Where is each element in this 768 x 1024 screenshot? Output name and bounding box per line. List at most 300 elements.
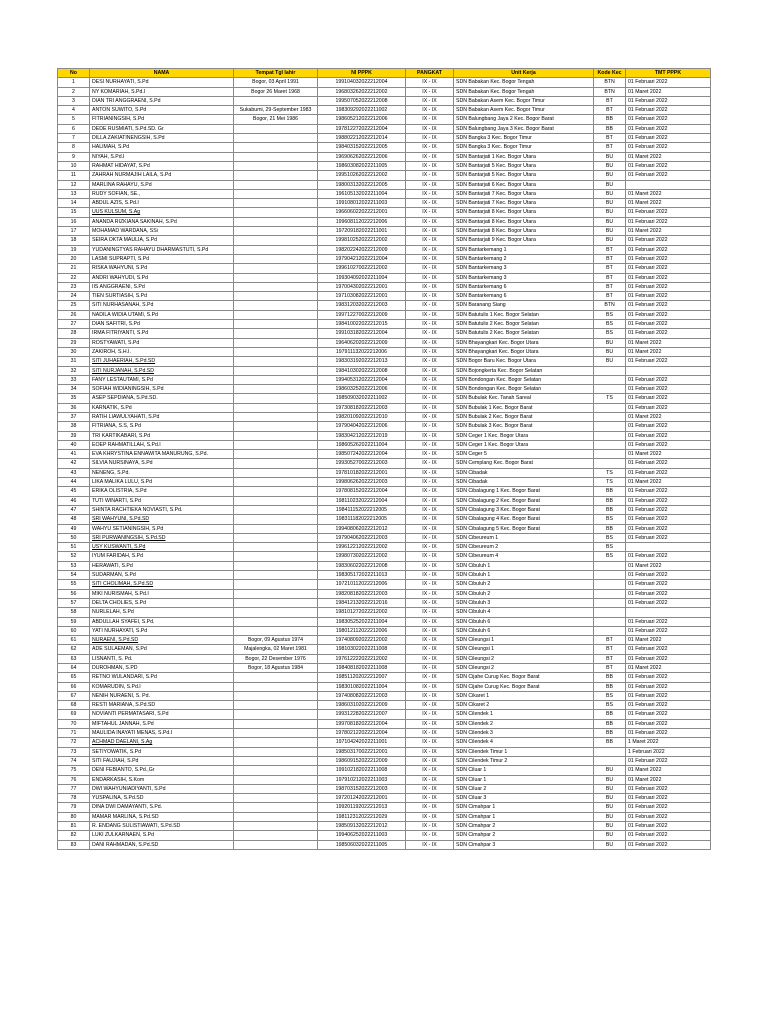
cell-pangkat: IX - IX bbox=[406, 152, 454, 161]
cell-tempat-tgl-lahir bbox=[234, 784, 318, 793]
cell-tempat-tgl-lahir bbox=[234, 487, 318, 496]
cell-ni-pppk: 199507052022212008 bbox=[318, 96, 406, 105]
table-row bbox=[58, 180, 711, 189]
cell-kode-kec: BB bbox=[594, 738, 626, 747]
cell-pangkat: IX - IX bbox=[406, 682, 454, 691]
table-row bbox=[58, 282, 711, 291]
cell-tempat-tgl-lahir bbox=[234, 422, 318, 431]
table-row bbox=[58, 505, 711, 514]
cell-tmt-pppk: 01 Februari 2022 bbox=[626, 96, 711, 105]
cell-ni-pppk: 199201192022212013 bbox=[318, 803, 406, 812]
cell-nama: SITI NURHASANAH, S.Pd bbox=[90, 301, 234, 310]
cell-nama: NENIH NURAENI, S. Pd. bbox=[90, 691, 234, 700]
cell-unit-kerja: SDN Batutulis 1 Kec. Bogor Selatan bbox=[454, 310, 594, 319]
cell-nama: MARLINA RAHAYU, S.Pd bbox=[90, 180, 234, 189]
cell-pangkat: IX - IX bbox=[406, 143, 454, 152]
cell-pangkat: IX - IX bbox=[406, 292, 454, 301]
cell-nama: R. ENDANG SULISTIAWATI, S.Pd.SD bbox=[90, 822, 234, 831]
table-row bbox=[58, 264, 711, 273]
cell-no: 41 bbox=[58, 450, 90, 459]
table-row bbox=[58, 636, 711, 645]
cell-nama: ANTON SUWITO, S.Pd bbox=[90, 106, 234, 115]
cell-unit-kerja: SDN Cibuluh 6 bbox=[454, 617, 594, 626]
cell-tmt-pppk: 01 Februari 2022 bbox=[626, 236, 711, 245]
cell-no: 47 bbox=[58, 505, 90, 514]
table-row bbox=[58, 496, 711, 505]
cell-ni-pppk: 199810252022212002 bbox=[318, 236, 406, 245]
cell-unit-kerja: SDN Cibalagung 3 Kec. Bogor Barat bbox=[454, 505, 594, 514]
cell-kode-kec: BU bbox=[594, 152, 626, 161]
cell-kode-kec: BU bbox=[594, 199, 626, 208]
cell-tempat-tgl-lahir bbox=[234, 134, 318, 143]
cell-tempat-tgl-lahir bbox=[234, 143, 318, 152]
cell-tempat-tgl-lahir bbox=[234, 719, 318, 728]
cell-kode-kec: BU bbox=[594, 227, 626, 236]
cell-unit-kerja: SDN Bhayangkari Kec. Bogor Utara bbox=[454, 338, 594, 347]
table-row bbox=[58, 115, 711, 124]
cell-kode-kec: BT bbox=[594, 292, 626, 301]
cell-nama: WAHYU SETIANINGSIH, S.Pd bbox=[90, 524, 234, 533]
cell-ni-pppk: 197103082022212001 bbox=[318, 292, 406, 301]
cell-pangkat: IX - IX bbox=[406, 199, 454, 208]
cell-kode-kec: BB bbox=[594, 496, 626, 505]
cell-kode-kec: BS bbox=[594, 310, 626, 319]
cell-no: 44 bbox=[58, 478, 90, 487]
cell-ni-pppk: 198509132022212012 bbox=[318, 822, 406, 831]
cell-tempat-tgl-lahir bbox=[234, 812, 318, 821]
nama-text: SITI JUHAERIAH, S.Pd.SD bbox=[92, 358, 156, 365]
cell-ni-pppk: 198511202022212007 bbox=[318, 673, 406, 682]
cell-tmt-pppk: 01 Maret 2022 bbox=[626, 87, 711, 96]
cell-kode-kec: BTN bbox=[594, 301, 626, 310]
cell-kode-kec: BB bbox=[594, 719, 626, 728]
cell-pangkat: IX - IX bbox=[406, 505, 454, 514]
cell-unit-kerja: SDN Cibuluh 4 bbox=[454, 608, 594, 617]
table-row bbox=[58, 320, 711, 329]
cell-unit-kerja: SDN Bubulak 2 Kec. Bogor Barat bbox=[454, 412, 594, 421]
cell-kode-kec bbox=[594, 459, 626, 468]
cell-tempat-tgl-lahir bbox=[234, 533, 318, 542]
cell-nama: IIS ANGGRAENI, S.Pd bbox=[90, 282, 234, 291]
cell-nama: DWI WAHYUNIADIYANTI, S.Pd bbox=[90, 784, 234, 793]
cell-nama: YUDANINGTYAS RAHAYU DHARMASTUTI, S.Pd bbox=[90, 245, 234, 254]
pppk-data-table bbox=[57, 68, 711, 850]
cell-tmt-pppk: 01 Februari 2022 bbox=[626, 431, 711, 440]
cell-no: 72 bbox=[58, 738, 90, 747]
cell-no: 24 bbox=[58, 292, 90, 301]
cell-kode-kec: BU bbox=[594, 794, 626, 803]
cell-tempat-tgl-lahir bbox=[234, 227, 318, 236]
cell-nama: HALIMAH, S.Pd bbox=[90, 143, 234, 152]
cell-pangkat: IX - IX bbox=[406, 478, 454, 487]
table-row bbox=[58, 589, 711, 598]
cell-ni-pppk: 199305270022212003 bbox=[318, 459, 406, 468]
cell-tmt-pppk: 01 Maret 2022 bbox=[626, 561, 711, 570]
header-row bbox=[58, 69, 711, 78]
table-row bbox=[58, 87, 711, 96]
cell-no: 36 bbox=[58, 403, 90, 412]
cell-tmt-pppk bbox=[626, 366, 711, 375]
cell-ni-pppk: 199108012022211003 bbox=[318, 199, 406, 208]
cell-ni-pppk: 198412132022212016 bbox=[318, 598, 406, 607]
cell-pangkat: IX - IX bbox=[406, 245, 454, 254]
table-header bbox=[58, 69, 711, 78]
cell-tmt-pppk: 01 Februari 2022 bbox=[626, 794, 711, 803]
cell-tmt-pppk: 01 Maret 2022 bbox=[626, 227, 711, 236]
cell-nama: RUDY SOFIAN, SE., bbox=[90, 189, 234, 198]
table-row bbox=[58, 701, 711, 710]
cell-pangkat: IX - IX bbox=[406, 385, 454, 394]
cell-ni-pppk: 198303192022212013 bbox=[318, 357, 406, 366]
cell-nama: LIKA MALIKA LULU, S.Pd bbox=[90, 478, 234, 487]
cell-tempat-tgl-lahir bbox=[234, 171, 318, 180]
cell-no: 35 bbox=[58, 394, 90, 403]
cell-tmt-pppk: 01 Maret 2022 bbox=[626, 189, 711, 198]
cell-no: 43 bbox=[58, 468, 90, 477]
cell-unit-kerja: SDN Cibeureum 1 bbox=[454, 533, 594, 542]
cell-kode-kec: TS bbox=[594, 478, 626, 487]
cell-ni-pppk: 199807302022212002 bbox=[318, 552, 406, 561]
table-row bbox=[58, 134, 711, 143]
cell-nama: DIAN SAFITRI, S.Pd bbox=[90, 320, 234, 329]
cell-kode-kec: BU bbox=[594, 840, 626, 849]
cell-no: 60 bbox=[58, 626, 90, 635]
cell-kode-kec: BT bbox=[594, 282, 626, 291]
cell-unit-kerja: SDN Cileungsi 2 bbox=[454, 664, 594, 673]
cell-unit-kerja: SDN Cileungsi 1 bbox=[454, 645, 594, 654]
cell-ni-pppk: 198403152022212005 bbox=[318, 143, 406, 152]
cell-unit-kerja: SDN Cibuluh 1 bbox=[454, 571, 594, 580]
cell-tmt-pppk: 01 Februari 2022 bbox=[626, 505, 711, 514]
cell-kode-kec: BS bbox=[594, 329, 626, 338]
cell-no: 82 bbox=[58, 831, 90, 840]
cell-nama: DENI FEBIANTO, S.Pd.,Gr bbox=[90, 766, 234, 775]
cell-ni-pppk: 199712270022212009 bbox=[318, 310, 406, 319]
cell-unit-kerja: SDN Cilendek Timur 2 bbox=[454, 756, 594, 765]
cell-tempat-tgl-lahir bbox=[234, 580, 318, 589]
cell-tmt-pppk: 01 Februari 2022 bbox=[626, 729, 711, 738]
cell-tempat-tgl-lahir bbox=[234, 524, 318, 533]
cell-pangkat: IX - IX bbox=[406, 822, 454, 831]
cell-unit-kerja: SDN Baranang Siang bbox=[454, 301, 594, 310]
cell-kode-kec: BU bbox=[594, 812, 626, 821]
cell-tempat-tgl-lahir bbox=[234, 189, 318, 198]
cell-ni-pppk: 198305172022211013 bbox=[318, 571, 406, 580]
cell-ni-pppk: 198202242022212009 bbox=[318, 245, 406, 254]
nama-text: NURAENI, S.Pd.SD bbox=[92, 637, 139, 644]
cell-no: 18 bbox=[58, 236, 90, 245]
cell-no: 51 bbox=[58, 543, 90, 552]
cell-tmt-pppk: 01 Februari 2022 bbox=[626, 682, 711, 691]
cell-pangkat: IX - IX bbox=[406, 626, 454, 635]
cell-tempat-tgl-lahir bbox=[234, 598, 318, 607]
cell-nama bbox=[90, 636, 234, 645]
cell-kode-kec: BT bbox=[594, 273, 626, 282]
cell-pangkat: IX - IX bbox=[406, 561, 454, 570]
cell-ni-pppk: 197812272022212004 bbox=[318, 124, 406, 133]
cell-unit-kerja: SDN Cijahe Curug Kec. Bogor Barat bbox=[454, 673, 594, 682]
cell-tempat-tgl-lahir bbox=[234, 608, 318, 617]
cell-no: 55 bbox=[58, 580, 90, 589]
table-row bbox=[58, 673, 711, 682]
cell-pangkat: IX - IX bbox=[406, 87, 454, 96]
cell-tmt-pppk: 01 Februari 2022 bbox=[626, 468, 711, 477]
cell-unit-kerja: SDN Cibuluh 6 bbox=[454, 626, 594, 635]
cell-tmt-pppk: 01 Februari 2022 bbox=[626, 552, 711, 561]
cell-kode-kec bbox=[594, 440, 626, 449]
cell-nama: ZAKIROH, S.H.I. bbox=[90, 347, 234, 356]
cell-no: 78 bbox=[58, 794, 90, 803]
cell-nama: ANANDA RIZKIANA SAKINAH, S.Pd bbox=[90, 217, 234, 226]
cell-unit-kerja: SDN Bojongkerta Kec. Bogor Selatan bbox=[454, 366, 594, 375]
cell-unit-kerja: SDN Bubulak Kec. Tanah Sareal bbox=[454, 394, 594, 403]
table-row bbox=[58, 310, 711, 319]
cell-ni-pppk: 197904212022212004 bbox=[318, 254, 406, 263]
cell-kode-kec bbox=[594, 375, 626, 384]
cell-unit-kerja: SDN Cikaret 2 bbox=[454, 701, 594, 710]
cell-tempat-tgl-lahir bbox=[234, 617, 318, 626]
cell-kode-kec bbox=[594, 403, 626, 412]
col-header-pangkat: PANGKAT bbox=[406, 69, 454, 78]
cell-tempat-tgl-lahir: Bogor, 22 Desember 1976 bbox=[234, 654, 318, 663]
cell-nama: MOHAMAD WARDANA, SSi bbox=[90, 227, 234, 236]
cell-kode-kec: BB bbox=[594, 729, 626, 738]
cell-ni-pppk: 198306022022212008 bbox=[318, 561, 406, 570]
cell-unit-kerja: SDN Bantarkemang 1 bbox=[454, 245, 594, 254]
cell-tempat-tgl-lahir bbox=[234, 440, 318, 449]
cell-tempat-tgl-lahir bbox=[234, 96, 318, 105]
cell-ni-pppk: 198304212022212019 bbox=[318, 431, 406, 440]
cell-tmt-pppk: 01 Februari 2022 bbox=[626, 645, 711, 654]
cell-no: 68 bbox=[58, 701, 90, 710]
cell-no: 13 bbox=[58, 189, 90, 198]
cell-nama: SUDARMAN, S.Pd bbox=[90, 571, 234, 580]
cell-unit-kerja: SDN Cibalagung 4 Kec. Bogor Barat bbox=[454, 515, 594, 524]
col-header-no: No bbox=[58, 69, 90, 78]
cell-nama: FITRIANA, S.S, S.Pd bbox=[90, 422, 234, 431]
table-row bbox=[58, 366, 711, 375]
cell-kode-kec: BU bbox=[594, 803, 626, 812]
cell-tempat-tgl-lahir bbox=[234, 282, 318, 291]
cell-tempat-tgl-lahir: Bogor, 21 Mei 1986 bbox=[234, 115, 318, 124]
table-row bbox=[58, 412, 711, 421]
cell-tempat-tgl-lahir bbox=[234, 208, 318, 217]
cell-ni-pppk: 197612222022212002 bbox=[318, 654, 406, 663]
cell-nama: ABDULLAH SYAFEI, S.Pd. bbox=[90, 617, 234, 626]
cell-nama: DINA DWI DAMAYANTI, S.Pd. bbox=[90, 803, 234, 812]
cell-tmt-pppk: 01 Februari 2022 bbox=[626, 840, 711, 849]
cell-no: 57 bbox=[58, 598, 90, 607]
cell-nama: NOVIANTI PERMATASARI, S.Pd bbox=[90, 710, 234, 719]
cell-ni-pppk: 198605262022211004 bbox=[318, 440, 406, 449]
cell-tmt-pppk: 01 Maret 2022 bbox=[626, 338, 711, 347]
cell-no: 3 bbox=[58, 96, 90, 105]
nama-text: SITI NURJANAH, S.Pd.SD bbox=[92, 367, 154, 374]
cell-no: 70 bbox=[58, 719, 90, 728]
cell-unit-kerja: SDN Cibuluh 3 bbox=[454, 598, 594, 607]
cell-tmt-pppk: 01 Maret 2022 bbox=[626, 775, 711, 784]
cell-no: 46 bbox=[58, 496, 90, 505]
cell-no: 58 bbox=[58, 608, 90, 617]
cell-no: 8 bbox=[58, 143, 90, 152]
cell-ni-pppk: 199406252022211003 bbox=[318, 831, 406, 840]
cell-ni-pppk: 197408092022212002 bbox=[318, 636, 406, 645]
cell-ni-pppk: 197802122022212004 bbox=[318, 729, 406, 738]
cell-no: 54 bbox=[58, 571, 90, 580]
cell-tempat-tgl-lahir bbox=[234, 199, 318, 208]
cell-unit-kerja: SDN Cibadak bbox=[454, 478, 594, 487]
cell-tmt-pppk: 01 Februari 2022 bbox=[626, 161, 711, 170]
cell-nama bbox=[90, 208, 234, 217]
cell-pangkat: IX - IX bbox=[406, 412, 454, 421]
table-row bbox=[58, 812, 711, 821]
cell-nama: YATI NURHAYATI, S.Pd bbox=[90, 626, 234, 635]
cell-ni-pppk: 198003132022212005 bbox=[318, 180, 406, 189]
table-row bbox=[58, 571, 711, 580]
cell-kode-kec: BTN bbox=[594, 87, 626, 96]
cell-tempat-tgl-lahir bbox=[234, 468, 318, 477]
cell-kode-kec: BS bbox=[594, 552, 626, 561]
cell-kode-kec: BB bbox=[594, 505, 626, 514]
cell-pangkat: IX - IX bbox=[406, 608, 454, 617]
cell-tmt-pppk: 01 Februari 2022 bbox=[626, 533, 711, 542]
cell-no: 65 bbox=[58, 673, 90, 682]
cell-nama: DELTA CHOLIES, S.Pd bbox=[90, 598, 234, 607]
cell-ni-pppk: 198603252022212006 bbox=[318, 385, 406, 394]
cell-tmt-pppk: 01 Februari 2022 bbox=[626, 571, 711, 580]
table-row bbox=[58, 803, 711, 812]
cell-unit-kerja: SDN Cibuluh 2 bbox=[454, 589, 594, 598]
cell-ni-pppk: 196606022022212001 bbox=[318, 208, 406, 217]
cell-no: 5 bbox=[58, 115, 90, 124]
cell-tmt-pppk: 01 Februari 2022 bbox=[626, 292, 711, 301]
cell-tempat-tgl-lahir bbox=[234, 385, 318, 394]
cell-tempat-tgl-lahir bbox=[234, 822, 318, 831]
table-row bbox=[58, 152, 711, 161]
cell-nama: RESTI MARIANA, S.Pd.SD bbox=[90, 701, 234, 710]
cell-unit-kerja: SDN Ciluar 1 bbox=[454, 775, 594, 784]
table-row bbox=[58, 208, 711, 217]
cell-pangkat: IX - IX bbox=[406, 664, 454, 673]
cell-nama: NADILA WIDIA UTAMI, S.Pd bbox=[90, 310, 234, 319]
cell-tmt-pppk: 01 Februari 2022 bbox=[626, 487, 711, 496]
cell-no: 26 bbox=[58, 310, 90, 319]
cell-tempat-tgl-lahir bbox=[234, 478, 318, 487]
cell-unit-kerja: SDN Cijahe Curug Kec. Bogor Barat bbox=[454, 682, 594, 691]
cell-tmt-pppk: 01 Februari 2022 bbox=[626, 403, 711, 412]
cell-nama: KARNATIK, S.Pd bbox=[90, 403, 234, 412]
cell-tmt-pppk bbox=[626, 180, 711, 189]
cell-no: 63 bbox=[58, 654, 90, 663]
cell-kode-kec: BU bbox=[594, 766, 626, 775]
cell-unit-kerja: SDN Bantarjati 6 Kec. Bogor Utara bbox=[454, 180, 594, 189]
table-row bbox=[58, 775, 711, 784]
cell-unit-kerja: SDN Cilendek 3 bbox=[454, 729, 594, 738]
table-row bbox=[58, 756, 711, 765]
cell-tmt-pppk: 01 Maret 2022 bbox=[626, 636, 711, 645]
table-row bbox=[58, 654, 711, 663]
cell-kode-kec: BT bbox=[594, 264, 626, 273]
cell-tmt-pppk bbox=[626, 543, 711, 552]
cell-ni-pppk: 198411152022212005 bbox=[318, 505, 406, 514]
cell-kode-kec bbox=[594, 589, 626, 598]
cell-nama: DIAN TRI ANGGRAENI, S.Pd bbox=[90, 96, 234, 105]
cell-kode-kec: BT bbox=[594, 245, 626, 254]
cell-kode-kec bbox=[594, 626, 626, 635]
table-row bbox=[58, 450, 711, 459]
cell-tmt-pppk: 01 Februari 2022 bbox=[626, 394, 711, 403]
cell-ni-pppk: 198103022022211008 bbox=[318, 645, 406, 654]
nama-text: ACHMAD DAELANI, S.Ag bbox=[92, 739, 153, 746]
cell-tmt-pppk: 01 Februari 2022 bbox=[626, 282, 711, 291]
cell-nama: DILLA ZAKIATINENGSIH, S.Pd bbox=[90, 134, 234, 143]
cell-ni-pppk: 197810182022212001 bbox=[318, 468, 406, 477]
cell-nama: NURLELAH, S.Pd bbox=[90, 608, 234, 617]
table-row bbox=[58, 794, 711, 803]
cell-unit-kerja: SDN Babakan Asem Kec. Bogor Timur bbox=[454, 96, 594, 105]
cell-unit-kerja: SDN Bantarkemang 3 bbox=[454, 273, 594, 282]
cell-nama: ASEP SEPDIANA, S.Pd.SD. bbox=[90, 394, 234, 403]
cell-unit-kerja: SDN Cibalagung 5 Kec. Bogor Barat bbox=[454, 524, 594, 533]
cell-ni-pppk: 198309292022211002 bbox=[318, 106, 406, 115]
cell-pangkat: IX - IX bbox=[406, 115, 454, 124]
cell-tmt-pppk: 01 Februari 2022 bbox=[626, 654, 711, 663]
cell-unit-kerja: SDN Cimahpar 2 bbox=[454, 831, 594, 840]
cell-pangkat: IX - IX bbox=[406, 831, 454, 840]
cell-kode-kec: BU bbox=[594, 236, 626, 245]
cell-nama: TUTI WINARTI, S.Pd bbox=[90, 496, 234, 505]
cell-no: 75 bbox=[58, 766, 90, 775]
cell-pangkat: IX - IX bbox=[406, 124, 454, 133]
cell-kode-kec bbox=[594, 561, 626, 570]
cell-ni-pppk: 197808152022212004 bbox=[318, 487, 406, 496]
cell-kode-kec: BT bbox=[594, 106, 626, 115]
cell-nama: SOFIAH WIDIANINGSIH, S.Pd bbox=[90, 385, 234, 394]
cell-kode-kec bbox=[594, 608, 626, 617]
table-row bbox=[58, 301, 711, 310]
cell-nama: FANY LESTAUTAMI, S.Pd bbox=[90, 375, 234, 384]
cell-tmt-pppk: 01 Februari 2022 bbox=[626, 273, 711, 282]
cell-nama: LISNANTI, S. Pd. bbox=[90, 654, 234, 663]
table-row bbox=[58, 822, 711, 831]
cell-no: 32 bbox=[58, 366, 90, 375]
cell-pangkat: IX - IX bbox=[406, 701, 454, 710]
cell-tmt-pppk: 01 Februari 2022 bbox=[626, 524, 711, 533]
cell-tempat-tgl-lahir bbox=[234, 505, 318, 514]
cell-kode-kec bbox=[594, 422, 626, 431]
cell-nama: RATIH LIAWULYAHATI, S.Pd bbox=[90, 412, 234, 421]
cell-no: 38 bbox=[58, 422, 90, 431]
cell-nama: NENENG, S.Pd. bbox=[90, 468, 234, 477]
table-row bbox=[58, 124, 711, 133]
table-row bbox=[58, 375, 711, 384]
cell-tempat-tgl-lahir bbox=[234, 766, 318, 775]
cell-nama: HERAWATI, S.Pd bbox=[90, 561, 234, 570]
cell-ni-pppk: 198609152022212009 bbox=[318, 756, 406, 765]
cell-ni-pppk: 197408082022212003 bbox=[318, 691, 406, 700]
table-row bbox=[58, 329, 711, 338]
cell-unit-kerja: SDN Bantarjati 8 Kec. Bogor Utara bbox=[454, 227, 594, 236]
cell-pangkat: IX - IX bbox=[406, 189, 454, 198]
cell-unit-kerja: SDN Ceger 1 Kec. Bogor Utara bbox=[454, 431, 594, 440]
cell-no: 50 bbox=[58, 533, 90, 542]
cell-kode-kec bbox=[594, 756, 626, 765]
cell-ni-pppk: 198603082022211005 bbox=[318, 161, 406, 170]
cell-tmt-pppk: 01 Februari 2022 bbox=[626, 310, 711, 319]
cell-pangkat: IX - IX bbox=[406, 161, 454, 170]
table-row bbox=[58, 645, 711, 654]
cell-pangkat: IX - IX bbox=[406, 617, 454, 626]
